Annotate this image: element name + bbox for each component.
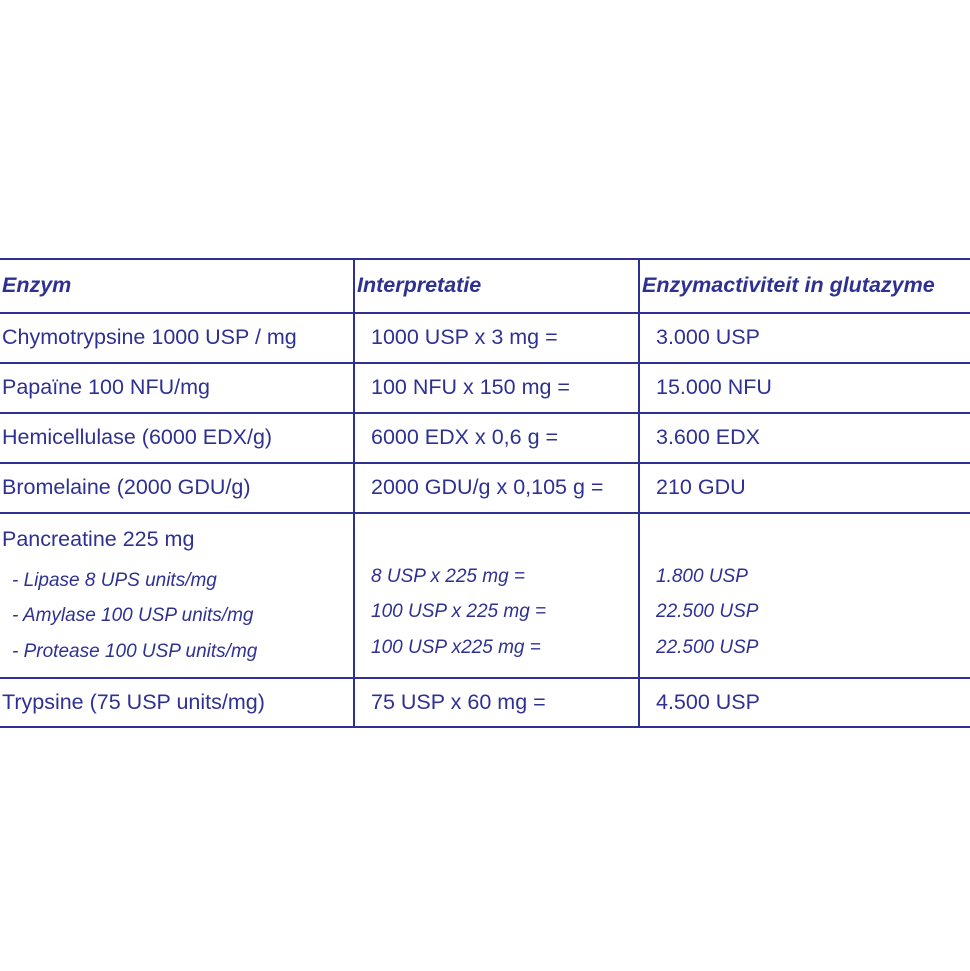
column-header-activiteit-label: Enzymactiviteit in glutazyme [642,273,935,297]
pancreatine-sub-amylase: - Amylase 100 USP units/mg [12,605,254,627]
cell-enzym [0,678,354,728]
enzyme-activity-table [0,258,970,728]
interpretatie-text: 1000 USP x 3 mg = [371,324,558,349]
table-header [0,259,970,313]
cell-activiteit [639,463,970,513]
pancreatine-calc-block [355,518,638,673]
cell-activiteit [639,313,970,363]
activiteit-text: 3.000 USP [656,324,760,349]
spacer [371,530,638,564]
cell-interpretatie [354,363,639,413]
cell-enzym [0,363,354,413]
enzyme-table-container [0,258,970,728]
table-row-pancreatine [0,513,970,678]
pancreatine-sub-protease: - Protease 100 USP units/mg [12,640,258,662]
column-header-enzym-label: Enzym [2,273,72,297]
table-row [0,678,970,728]
enzym-text: Papaïne 100 NFU/mg [2,374,210,399]
cell-interpretatie [354,413,639,463]
table-row [0,363,970,413]
enzym-text: Bromelaine (2000 GDU/g) [2,474,251,499]
pancreatine-activity-protease: 22.500 USP [656,636,759,658]
pancreatine-activity-lipase: 1.800 USP [656,565,748,587]
activiteit-text: 15.000 NFU [656,374,772,399]
pancreatine-title: Pancreatine 225 mg [2,526,195,551]
cell-activiteit [639,678,970,728]
table-row [0,313,970,363]
activiteit-text: 4.500 USP [656,689,760,714]
cell-enzym [0,463,354,513]
cell-enzym [0,313,354,363]
enzym-text: Trypsine (75 USP units/mg) [2,689,265,714]
cell-activiteit [639,413,970,463]
pancreatine-calc-protease: 100 USP x225 mg = [371,636,541,658]
pancreatine-block [0,514,353,677]
enzym-text: Chymotrypsine 1000 USP / mg [2,324,297,349]
cell-activiteit [639,363,970,413]
table-row [0,413,970,463]
interpretatie-text: 6000 EDX x 0,6 g = [371,424,559,449]
cell-interpretatie [354,313,639,363]
spacer [656,530,970,564]
cell-interpretatie [354,678,639,728]
table-header-row [0,259,970,313]
interpretatie-text: 100 NFU x 150 mg = [371,374,570,399]
enzym-text: Hemicellulase (6000 EDX/g) [2,424,273,449]
column-header-activiteit [639,259,970,313]
activiteit-text: 3.600 EDX [656,424,760,449]
interpretatie-text: 75 USP x 60 mg = [371,689,546,714]
cell-interpretatie-pancreatine [354,513,639,678]
cell-enzym [0,413,354,463]
pancreatine-activity-block [640,518,970,673]
pancreatine-calc-lipase: 8 USP x 225 mg = [371,565,526,587]
column-header-enzym [0,259,354,313]
interpretatie-text: 2000 GDU/g x 0,105 g = [371,474,604,499]
column-header-interpretatie [354,259,639,313]
pancreatine-calc-amylase: 100 USP x 225 mg = [371,601,547,623]
cell-enzym-pancreatine [0,513,354,678]
activiteit-text: 210 GDU [656,474,746,499]
column-header-interpretatie-label: Interpretatie [357,273,482,297]
table-row [0,463,970,513]
cell-interpretatie [354,463,639,513]
pancreatine-sub-lipase: - Lipase 8 UPS units/mg [12,569,217,591]
pancreatine-activity-amylase: 22.500 USP [656,601,759,623]
table-body [0,313,970,728]
cell-activiteit-pancreatine [639,513,970,678]
